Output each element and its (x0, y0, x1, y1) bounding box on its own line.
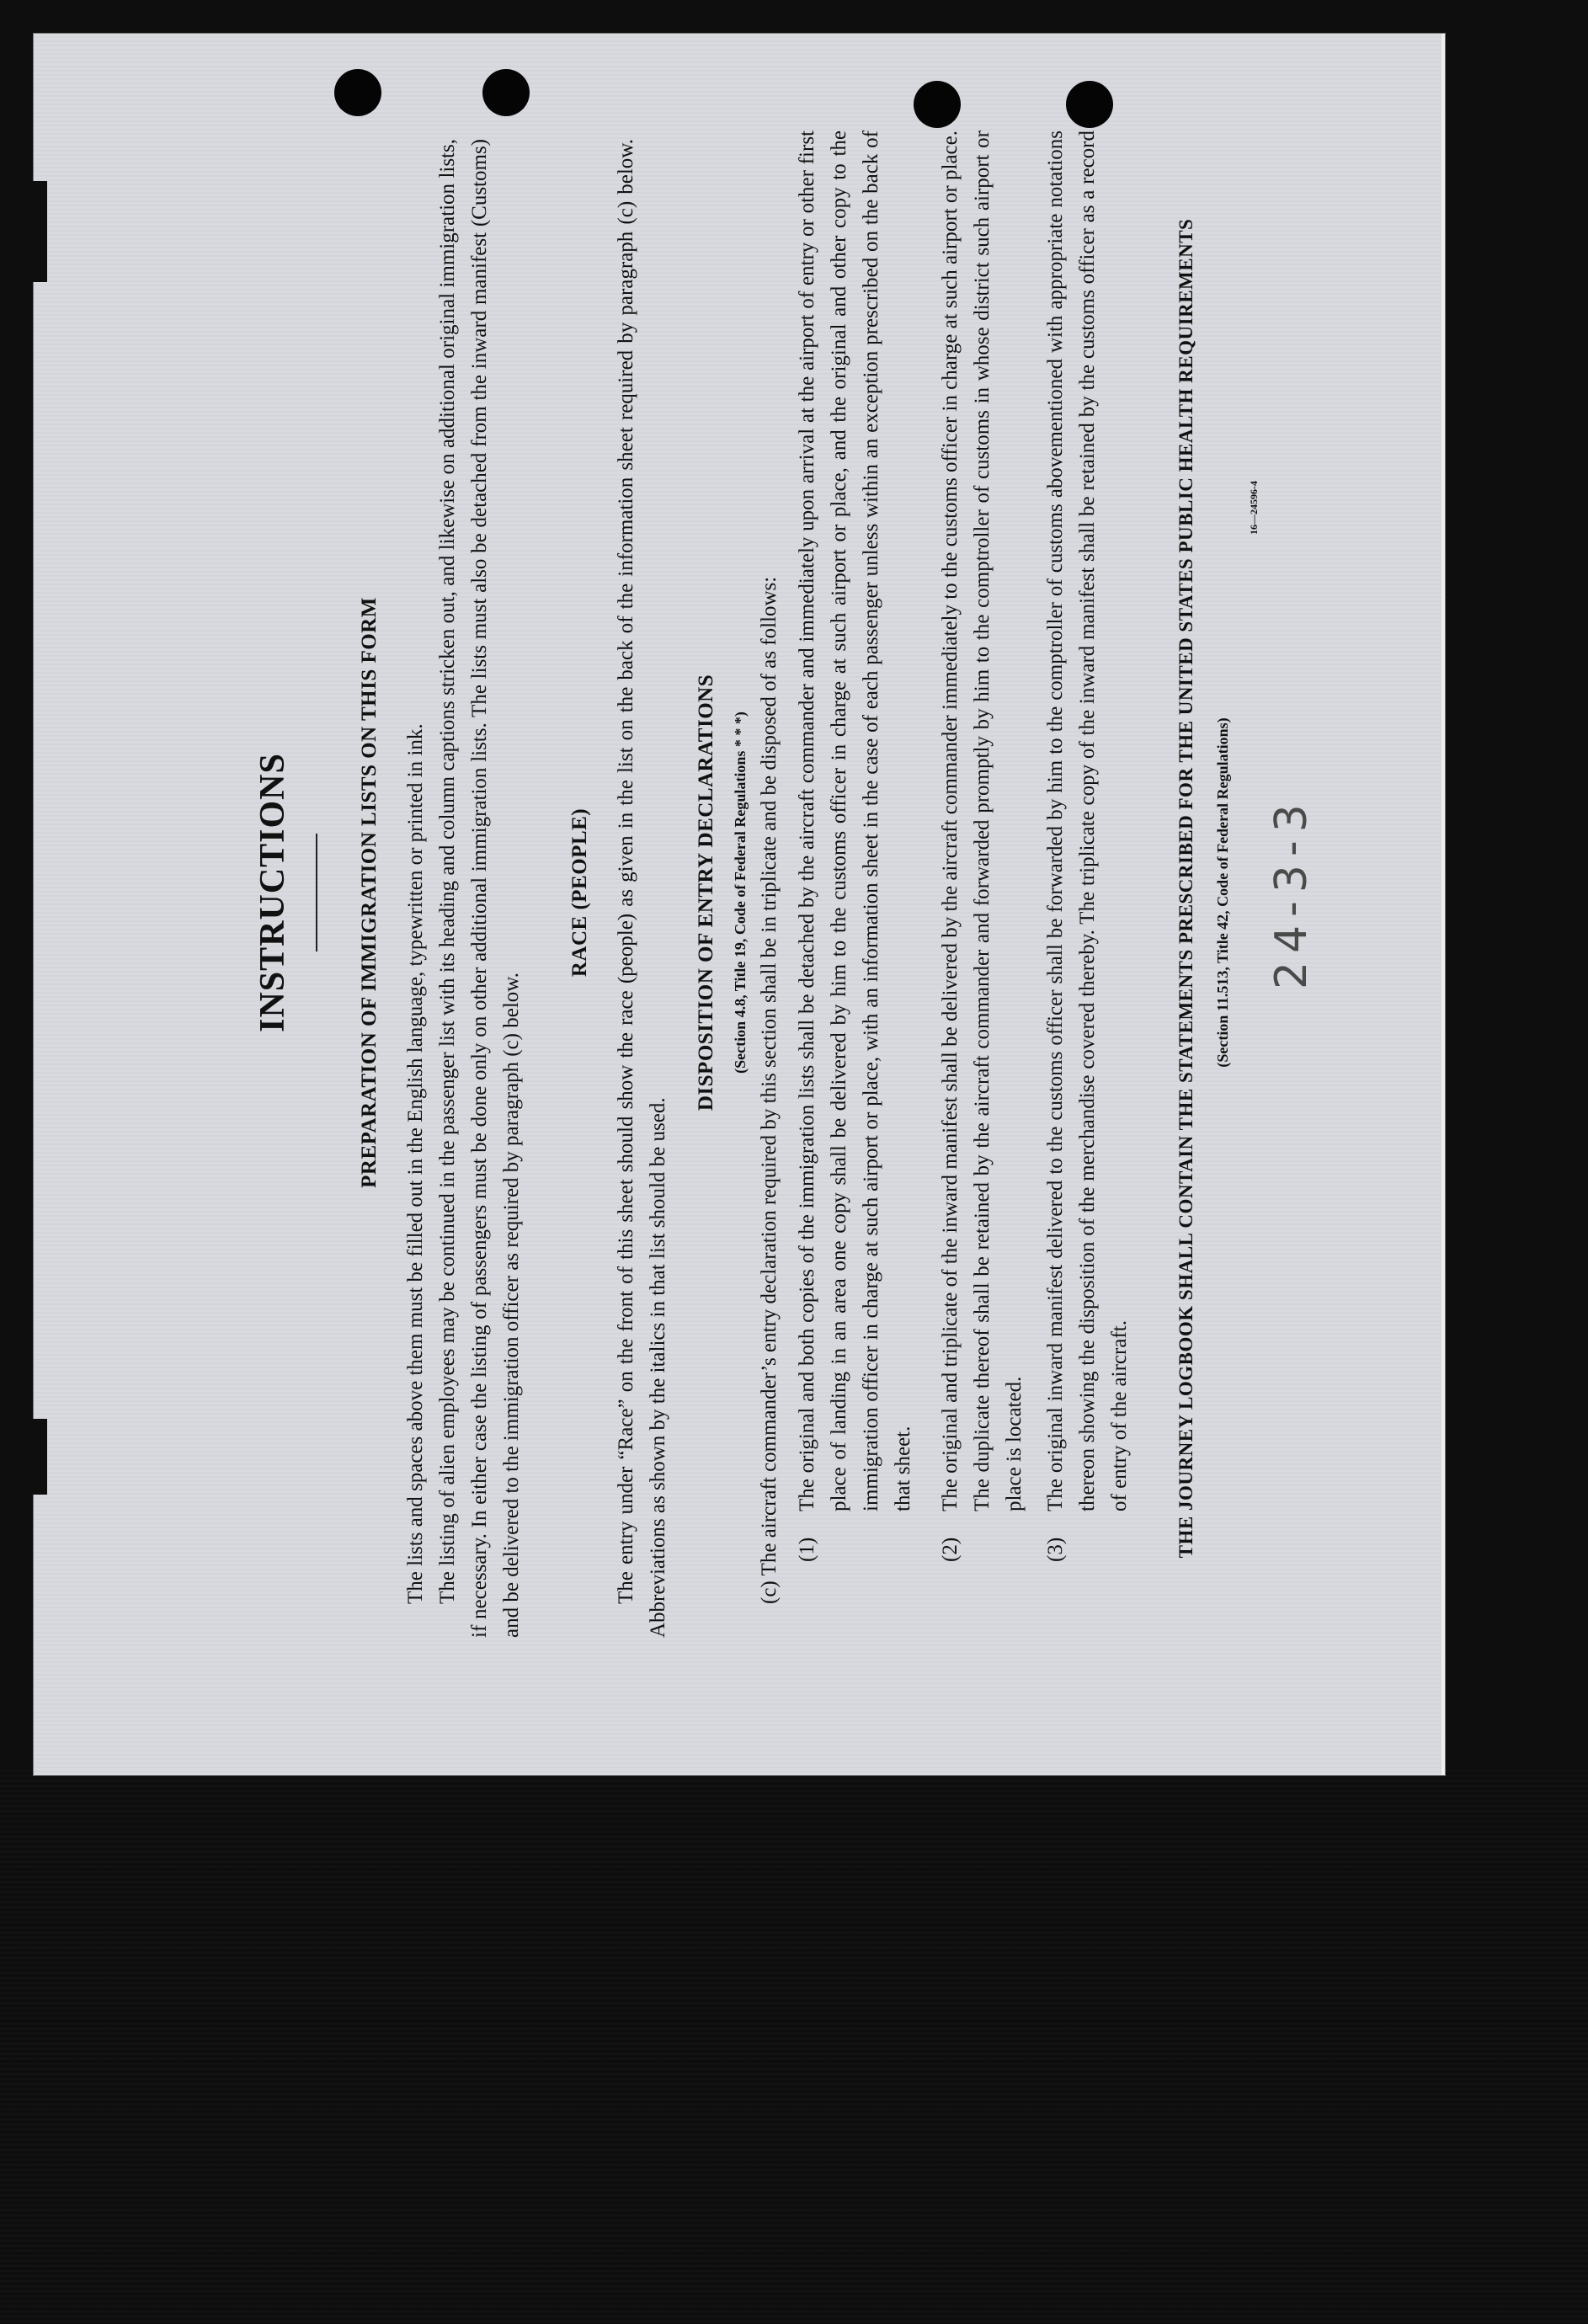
item-text: The original and both copies of the immigration lists shall be detached by the aircraft commander and immediately upon arrival at the airport of entry or other first place of landing in an area one copy shall be delivered by him to the customs officer in charge at such airport or place, and the original and other copy to the immigration officer in charge at such airport or place, with an information sheet in the case of each passenger unless within an exception prescribed on the back of that sheet. (796, 131, 914, 1511)
rotated-content (46, 55, 1419, 1730)
page-edge-notch (25, 181, 47, 282)
race-heading: RACE (PEOPLE) (568, 808, 591, 978)
disposition-citation: (Section 4.8, Title 19, Code of Federal Regulations * * *) (732, 712, 749, 1074)
item-text: The original inward manifest delivered to the customs officer shall be forwarded by him to the comptroller of customs abovementioned with appropriate notations thereon showing the disposition of the merchandise covered thereby. The triplicate copy of the inward manifest shall be retained by the customs officer as a record of entry of the aircraft. (1044, 131, 1131, 1511)
item-number: (3) (1044, 1537, 1067, 1562)
document-title: INSTRUCTIONS (253, 753, 292, 1032)
journey-logbook-statement: THE JOURNEY LOGBOOK SHALL CONTAIN THE STATEMENTS PRESCRIBED FOR THE UNITED STATES PUBLIC HEALTH REQUIREMENTS (1175, 218, 1196, 1559)
form-code: 16—24596-4 (1248, 481, 1260, 535)
preparation-paragraph-1: The lists and spaces above them must be filled out in the English language, typewritten or printed in ink. (404, 723, 427, 1604)
scan-background (0, 1768, 1588, 2324)
page-edge-notch (25, 1419, 47, 1495)
footer-citation: (Section 11.513, Title 42, Code of Federal Regulations) (1214, 717, 1231, 1068)
disposition-item-3 (1040, 131, 1136, 1562)
preparation-paragraph-2: The listing of alien employees may be continued in the passenger list with its heading and column captions stricken out, and likewise on additional original immigration lists, if necessary. In either case the listing of passengers must be done only on other additional immigration lists. The lists must also be detached from the inward manifest (Customs) and be delivered to the immigration officer as required by paragraph (c) below. (436, 139, 523, 1638)
preparation-heading: PREPARATION OF IMMIGRATION LISTS ON THIS FORM (358, 597, 381, 1188)
disposition-heading: DISPOSITION OF ENTRY DECLARATIONS (695, 674, 717, 1111)
item-number: (2) (939, 1537, 962, 1562)
disposition-item-2 (935, 131, 1031, 1562)
item-text: The original and triplicate of the inward manifest shall be delivered by the aircraft commander immediately to the customs officer in charge at such airport or place. The duplicate thereof shall be retained by the aircraft commander and forwarded promptly by him to the comptroller of customs in whose district such airport or place is located. (939, 131, 1026, 1511)
title-underline (316, 834, 317, 951)
item-number: (1) (796, 1537, 818, 1562)
disposition-item-1 (791, 131, 919, 1562)
race-paragraph: The entry under “Race” on the front of this sheet should show the race (people) as given in the list on the back of the information sheet required by paragraph (c) below. Abbreviations as shown by the italics in that list should be used. (615, 139, 669, 1638)
disposition-intro: (c) The aircraft commander’s entry declaration required by this section shall be in triplicate and be disposed of as follows: (758, 576, 781, 1604)
handwritten-note: 24-3-3 (1266, 796, 1317, 989)
